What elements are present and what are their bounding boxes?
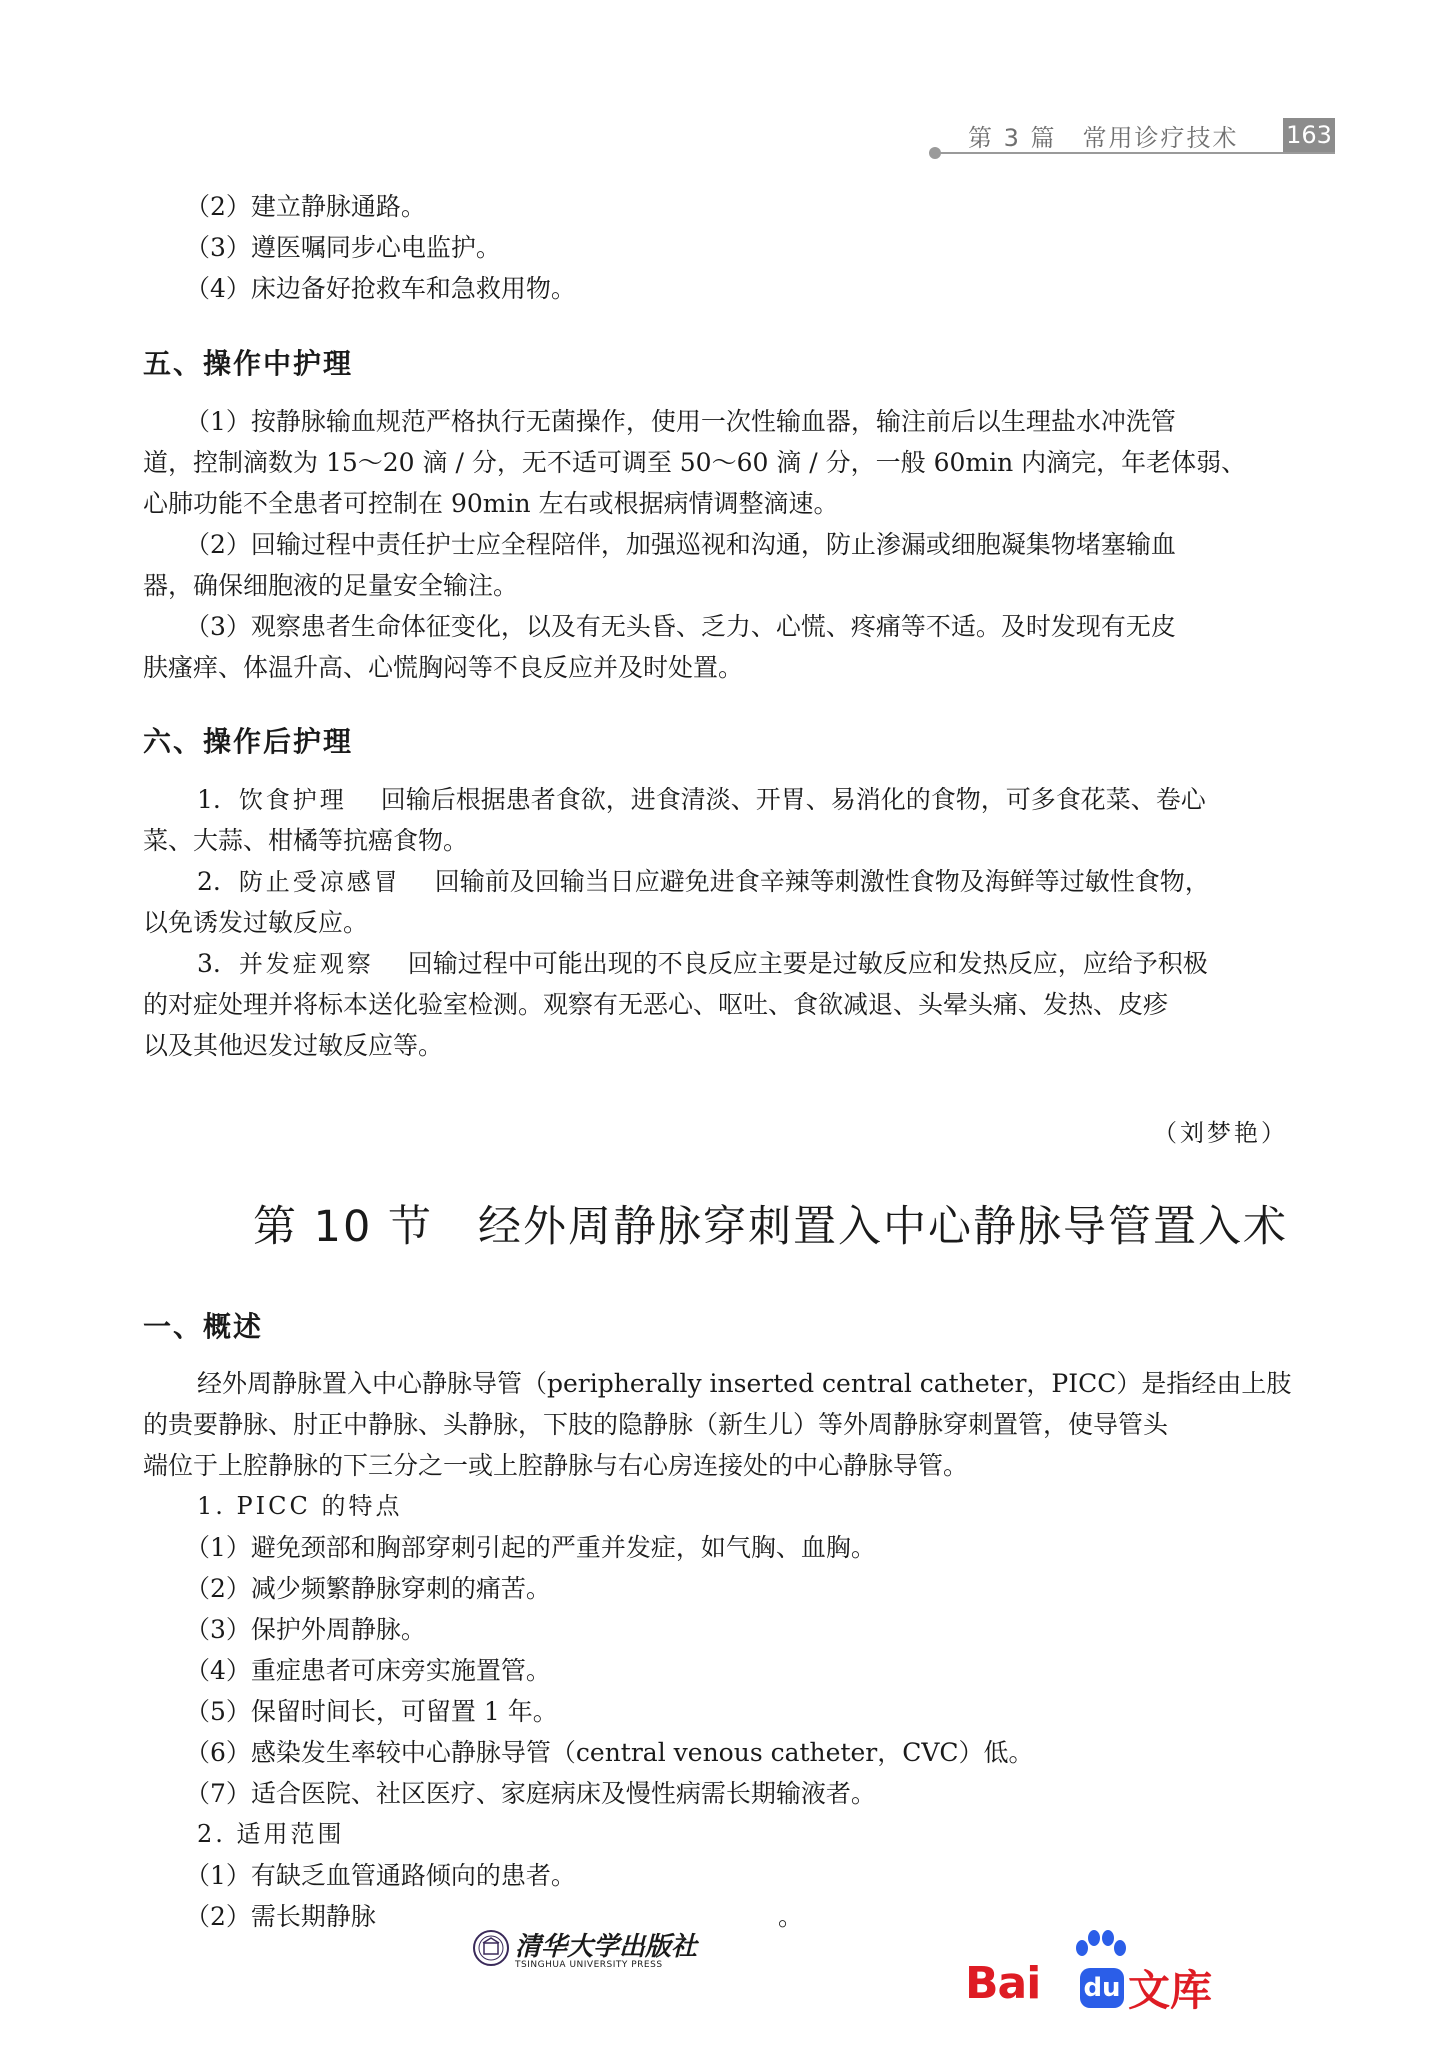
numbered-item: [197, 943, 1387, 985]
paragraph-line: （1）按静脉输血规范严格执行无菌操作，使用一次性输血器，输注前后以生理盐水冲洗管: [185, 407, 1176, 436]
item-text: 回输后根据患者食欲，进食清淡、开胃、易消化的食物，可多食花菜、卷心: [380, 785, 1206, 814]
paragraph-line: 心肺功能不全患者可控制在 90min 左右或根据病情调整滴速。: [143, 489, 839, 518]
list-item: （2）需长期静脉: [185, 1902, 376, 1931]
subheading: 2. 适用范围: [197, 1820, 345, 1848]
paragraph-line: （3）观察患者生命体征变化，以及有无头昏、乏力、心慌、疼痛等不适。及时发现有无皮: [185, 612, 1176, 641]
paragraph-line: （2）建立静脉通路。: [185, 192, 426, 221]
paragraph-line: 肤瘙痒、体温升高、心慌胸闷等不良反应并及时处置。: [143, 653, 744, 682]
paragraph-line: 的对症处理并将标本送化验室检测。观察有无恶心、呕吐、食欲减退、头晕头痛、发热、皮疹: [143, 990, 1169, 1019]
paragraph-line: 道，控制滴数为 15～20 滴 / 分，无不适可调至 50～60 滴 / 分，一般 60min 内滴完，年老体弱、: [143, 448, 1247, 477]
baidu-logo-bai: Bai: [965, 1958, 1041, 2009]
item-text: 回输前及回输当日应避免进食辛辣等刺激性食物及海鲜等过敏性食物，: [434, 867, 1210, 896]
list-item: （1）避免颈部和胸部穿刺引起的严重并发症，如气胸、血胸。: [185, 1533, 876, 1562]
subheading: 1. PICC 的特点: [197, 1492, 403, 1520]
list-item: （2）减少频繁静脉穿刺的痛苦。: [185, 1574, 551, 1603]
paragraph-line: （4）床边备好抢救车和急救用物。: [185, 274, 576, 303]
numbered-item: [197, 861, 1387, 903]
list-item: （3）保护外周静脉。: [185, 1615, 426, 1644]
baidu-logo-du: du: [1080, 1968, 1124, 2008]
paragraph-line: 以免诱发过敏反应。: [143, 908, 369, 937]
item-text: 回输过程中可能出现的不良反应主要是过敏反应和发热反应，应给予积极: [407, 949, 1208, 978]
section-title: 第 10 节 经外周静脉穿刺置入中心静脉导管置入术: [253, 1202, 1289, 1252]
list-item-tail: 。: [778, 1902, 804, 1931]
press-seal-icon: [472, 1929, 510, 1967]
paragraph-line: （3）遵医嘱同步心电监护。: [185, 233, 501, 262]
author-credit: （刘梦艳）: [1153, 1119, 1288, 1147]
item-number: 2.: [197, 867, 221, 896]
paragraph-line: 菜、大蒜、柑橘等抗癌食物。: [143, 826, 469, 855]
section-heading: 五、操作中护理: [143, 347, 354, 380]
list-item: （5）保留时间长，可留置 1 年。: [185, 1697, 558, 1726]
press-name: 清华大学出版社: [515, 1932, 698, 1962]
item-number: 1.: [197, 785, 221, 814]
section-heading: 六、操作后护理: [143, 725, 354, 758]
list-item: （1）有缺乏血管通路倾向的患者。: [185, 1861, 576, 1890]
numbered-item: [197, 779, 1387, 821]
item-number: 3.: [197, 949, 221, 978]
list-item: （4）重症患者可床旁实施置管。: [185, 1656, 551, 1685]
page-number: 163: [1283, 118, 1335, 152]
paragraph-line: 经外周静脉置入中心静脉导管（peripherally inserted central catheter，PICC）是指经由上肢: [197, 1369, 1292, 1398]
press-name-en: TSINGHUA UNIVERSITY PRESS: [515, 1960, 663, 1970]
paragraph-line: 的贵要静脉、肘正中静脉、头静脉，下肢的隐静脉（新生儿）等外周静脉穿刺置管，使导管头: [143, 1410, 1169, 1439]
paragraph-line: 端位于上腔静脉的下三分之一或上腔静脉与右心房连接处的中心静脉导管。: [143, 1451, 969, 1480]
item-label: 并发症观察: [238, 950, 374, 978]
baidu-logo-wenku: 文库: [1128, 1966, 1213, 2015]
item-label: 防止受凉感冒: [238, 868, 401, 896]
item-label: 饮食护理: [238, 786, 347, 814]
list-item: （6）感染发生率较中心静脉导管（central venous catheter，CVC）低。: [185, 1738, 1034, 1767]
paragraph-line: 以及其他迟发过敏反应等。: [143, 1031, 444, 1060]
paragraph-line: （2）回输过程中责任护士应全程陪伴，加强巡视和沟通，防止渗漏或细胞凝集物堵塞输血: [185, 530, 1176, 559]
paragraph-line: 器，确保细胞液的足量安全输注。: [143, 571, 519, 600]
list-item: （7）适合医院、社区医疗、家庭病床及慢性病需长期输液者。: [185, 1779, 876, 1808]
header-section: 第 3 篇 常用诊疗技术: [968, 124, 1239, 152]
section-heading: 一、概述: [143, 1310, 264, 1343]
